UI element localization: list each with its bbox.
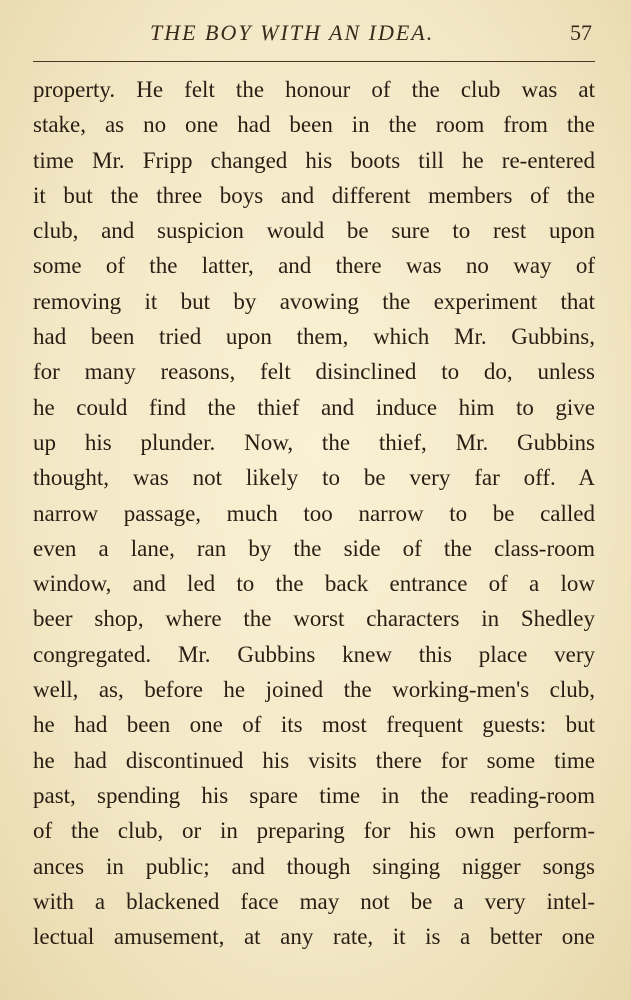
- text-line: thought, was not likely to be very far off. A: [33, 465, 595, 491]
- text-line: property. He felt the honour of the club was at: [33, 77, 595, 102]
- text-line: narrow passage, much too narrow to be called: [33, 500, 595, 526]
- text-line: he had discontinued his visits there for some time: [33, 747, 595, 773]
- text-line: even a lane, ran by the side of the class-room: [33, 535, 595, 561]
- running-title: THE BOY WITH AN IDEA.: [150, 20, 435, 45]
- header-rule: [33, 61, 595, 62]
- text-line: window, and led to the back entrance of a low: [33, 571, 595, 597]
- text-line: lectual amusement, at any rate, it is a better one: [33, 924, 595, 950]
- text-line: time Mr. Fripp changed his boots till he re-entered: [33, 147, 595, 173]
- text-line: it but the three boys and different members of the: [33, 182, 595, 208]
- text-line: stake, as no one had been in the room from the: [33, 112, 595, 138]
- text-line: with a blackened face may not be a very intel-: [33, 888, 595, 914]
- text-line: he had been one of its most frequent guests: but: [33, 712, 595, 738]
- text-line: up his plunder. Now, the thief, Mr. Gubbins: [33, 429, 595, 455]
- text-line: removing it but by avowing the experiment that: [33, 288, 595, 314]
- text-line: for many reasons, felt disinclined to do, unless: [33, 359, 595, 385]
- text-line: had been tried upon them, which Mr. Gubbins,: [33, 324, 595, 350]
- text-line: some of the latter, and there was no way of: [33, 253, 595, 279]
- text-line: ances in public; and though singing nigger songs: [33, 853, 595, 879]
- text-line: congregated. Mr. Gubbins knew this place very: [33, 641, 595, 667]
- text-line: beer shop, where the worst characters in Shedley: [33, 606, 595, 632]
- text-line: club, and suspicion would be sure to rest upon: [33, 218, 595, 244]
- text-line: he could find the thief and induce him to give: [33, 394, 595, 420]
- text-line: well, as, before he joined the working-men's club,: [33, 677, 595, 703]
- text-line: past, spending his spare time in the reading-room: [33, 782, 595, 808]
- text-line: of the club, or in preparing for his own perform-: [33, 818, 595, 844]
- running-header: [0, 0, 631, 60]
- page-number: 57: [570, 20, 592, 45]
- body-text: [33, 72, 595, 954]
